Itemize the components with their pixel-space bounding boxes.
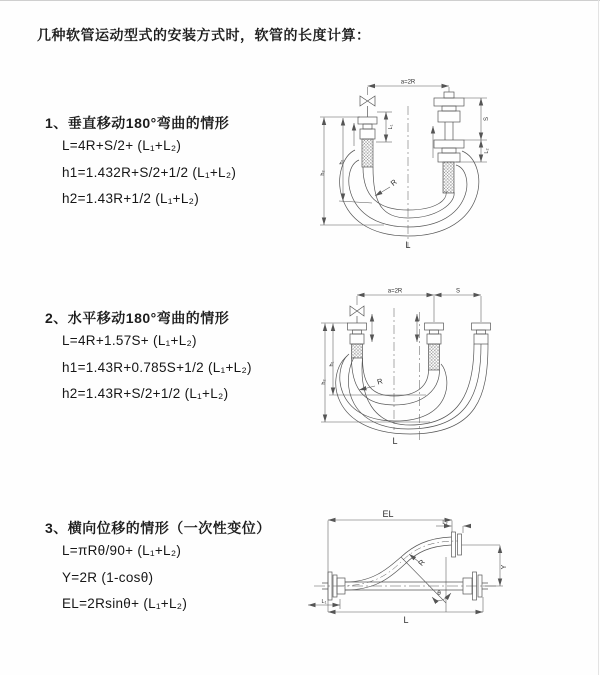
dim-label-a2r: a=2R [387,288,403,295]
top-dimensions [357,295,481,322]
section-3-formula-3: EL=2Rsinθ+ (L₁+L₂) [62,596,188,611]
dim-label-y: Y [501,564,508,570]
page-title: 几种软管运动型式的安装方式时，软管的长度计算： [37,27,371,43]
section-2-heading: 2、水平移动180°弯曲的情形 [45,310,230,326]
valve-icon [350,306,364,323]
section-1-formula-2: h1=1.432R+S/2+1/2 (L₁+L₂) [62,165,237,180]
dim-label-l1: L₁ [321,599,327,605]
dimension-lines [321,314,430,422]
dim-label-l1: L₁ [388,124,394,130]
hose-arcs [340,150,479,236]
angle-construction [401,554,451,612]
dim-label-h1: h₁ [339,159,345,165]
section-2-formula-1: L=4R+1.57S+ (L₁+L₂) [62,333,197,348]
dim-label-l: L [392,436,398,446]
section-2-formula-2: h1=1.43R+0.785S+1/2 (L₁+L₂) [62,360,252,375]
upper-flange [452,532,462,557]
section-3-formula-2: Y=2R (1-cosθ) [62,570,154,585]
dim-label-l: L [403,615,409,625]
diagram-vertical-180-svg [310,70,560,260]
dim-label-h2: h₂ [320,170,326,176]
dim-label-el: EL [382,509,394,519]
top-dimension [368,86,450,95]
diagram-horizontal-180-svg [310,280,560,460]
right-fitting [434,92,464,193]
dim-label-s: S [484,116,490,122]
diagram-lateral-displacement-svg [300,500,600,640]
left-fitting [348,323,367,358]
valve-icon [360,96,375,117]
dim-label-h1: h₁ [329,361,335,367]
left-fitting [358,117,377,167]
y-dimension [483,546,503,587]
dimension-lines [320,98,487,225]
section-3-heading: 3、横向位移的情形（一次性变位） [45,520,271,536]
right-fitting [472,323,491,344]
dim-label-r: R [388,177,399,188]
dim-label-s: S [455,288,461,295]
dim-label-theta: θ [437,590,441,597]
dim-label-r: R [416,557,427,568]
middle-fitting [425,323,444,370]
section-1-heading: 1、垂直移动180°弯曲的情形 [45,115,230,131]
scan-edge-top [0,0,600,1]
section-1-formula-1: L=4R+S/2+ (L₁+L₂) [62,138,182,153]
dim-label-l: L [405,240,411,250]
dim-label-h2: h₂ [321,379,327,385]
dim-label-l2: L₂ [442,520,448,526]
section-3-formula-1: L=πRθ/90+ (L₁+L₂) [62,543,182,558]
dim-label-l2: L₂ [484,148,490,154]
section-1-formula-3: h2=1.43R+1/2 (L₁+L₂) [62,191,200,206]
dim-label-a2r: a=2R [400,79,416,86]
bottom-dimensions [308,597,483,612]
dim-label-r: R [376,376,384,387]
section-2-formula-3: h2=1.43R+S/2+1/2 (L₁+L₂) [62,386,229,401]
